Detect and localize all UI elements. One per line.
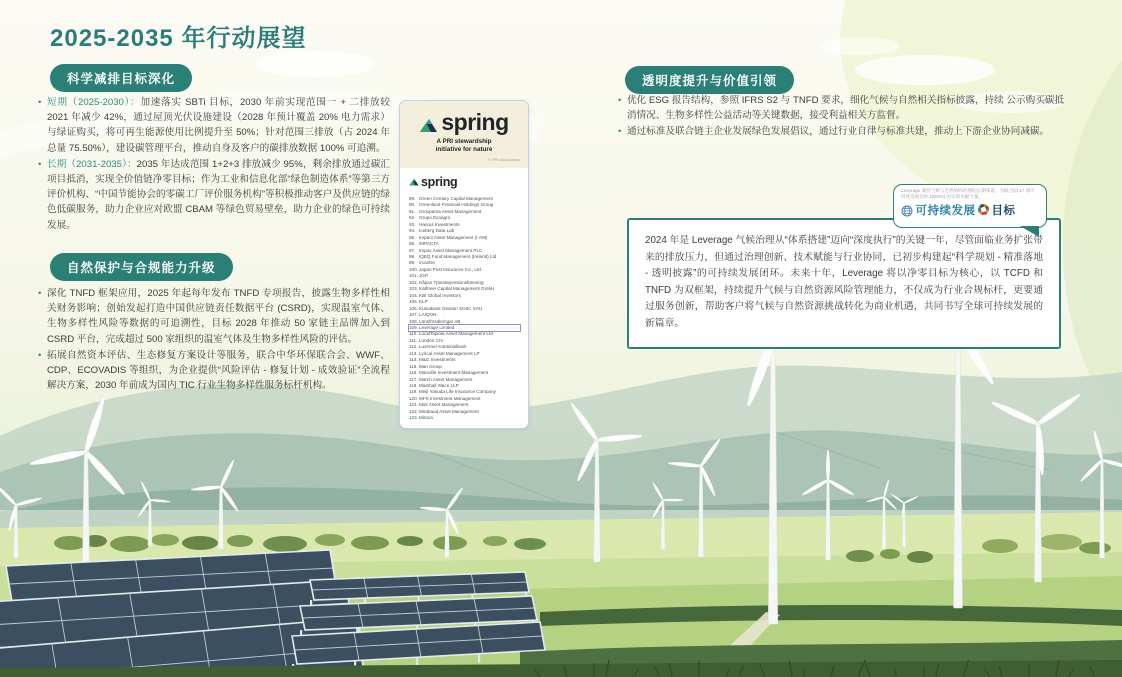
nature-compliance-bullets (38, 286, 390, 394)
bullet-standards (618, 124, 1064, 139)
spring-logo-text: spring (441, 109, 509, 135)
list-item: 104. KBI Global Investors (409, 292, 461, 298)
bullet-text: 通过标准及联合链主企业发展绿色发展倡议，通过行业自律与标准共建，推动上下游企业协同减碳。 (627, 126, 1050, 138)
spring-logo-icon (409, 173, 419, 191)
list-item: 112. Luzerner Kantonalbank (409, 344, 467, 350)
list-item: 99. Ircantec (409, 260, 436, 266)
sdg-label-goal: 目标 (991, 204, 1016, 217)
sdg-label-text: 可持续发展 (915, 204, 976, 217)
list-item: 102. Kåpan Tjänstepensionsförening (409, 279, 484, 285)
list-item: 123. Mirova (409, 415, 433, 421)
list-item: 97. Impax Asset Management PLC (409, 247, 483, 253)
spring-logo-icon (419, 116, 438, 133)
list-item: 122. Mirabaud Asset Management (409, 408, 479, 414)
bullet-text: 加速落实 SBTi 目标，2030 年前实现范围一 + 二排放较 2021 年减少 42%，通过屋顶光伏设施建设（2028 年预计覆盖 20% 电力需求）与绿证购买，将可再生能源使用比例提升至 50%；针对范围三排放（占 2024 年总量 75.50%），建设碳管理平台，推动自身及客户的碳排放数据 100% 可追溯。 (47, 97, 390, 154)
section-badge-emission-targets: 科学减排目标深化 (50, 64, 192, 92)
bullet-esg-report (618, 93, 1064, 123)
spring-list (400, 193, 528, 422)
list-item: 109. Leverage Limited (409, 325, 520, 331)
list-item: 96. IMPACTA (409, 241, 439, 247)
list-item: 113. Lyrical Asset Management LP (409, 350, 480, 356)
list-item: 105. KLP (409, 299, 428, 305)
bullet-lead: 长期（2031-2035）： (47, 158, 137, 170)
bullet-lead: 短期（2025-2030）： (47, 97, 141, 108)
list-item: 94. Iceberg Data Lab (409, 228, 455, 234)
bullet-short-term (38, 95, 390, 156)
emission-targets-bullets (38, 95, 390, 234)
list-item: 108. Länsförsäkringar AB (409, 318, 461, 324)
list-item: 95. Impact Asset Management (I-AM) (409, 234, 488, 240)
un-emblem-icon (901, 204, 913, 216)
section-badge-transparency: 透明度提升与价值引领 (625, 66, 794, 94)
page-title: 2025-2035 年行动展望 (50, 25, 307, 52)
list-item: 92. Grupo Ecoagro (409, 215, 451, 221)
outlook-paragraph: 2024 年是 Leverage 气候治理从“体系搭建”迈向“深度执行”的关键一年，尽管面临业务扩张带来的排放压力，但通过治理创新、技术赋能与行业协同，已初步构建起“科学规划 - 精准落地 - 透明披露”的可持续发展闭环。未来十年，Leverage 将以净零目标为核心，以 TCFD 和 TNFD 为双框架，持续提升气候与自然资源风险管理能力，不仅成为行业合规标杆，更要通过服务创新，帮助客户将气候与自然资源挑战转化为商业机遇，共同书写全球可持续发展的新篇章。 (645, 235, 1043, 329)
list-item: 103. Kathrein Capital Management GmbH (409, 286, 495, 292)
bullet-natural-capital (38, 348, 390, 394)
list-item: 114. M&G Investments (409, 357, 456, 363)
list-item: 118. Marshall Wace LLP (409, 383, 459, 389)
list-item: 93. Hanoul Investments (409, 221, 460, 227)
bullet-text: 2035 年达成范围 1+2+3 排放减少 95%，剩余排放通过碳汇项目抵消，实现全价值链净零目标；作为工业和信息化部“绿色制造体系”等第三方评价机构、“中国节能协会的零碳工厂评价服务机构”等积极推动客户及供应链的绿色低碳服务，助力企业应对欧盟 CBAM 等绿色贸易壁垒，助力企业的绿色可持续发展。 (47, 158, 390, 231)
list-item: 101. JGP (409, 273, 428, 279)
transparency-bullets (618, 93, 1064, 141)
list-item: 121. Mint Asset Management (409, 402, 469, 408)
spring-logo-block (400, 101, 528, 168)
bullet-text: 优化 ESG 报告结构，参照 IFRS S2 与 TNFD 要求，细化气候与自然相关指标披露，持续 公示购买碳抵消情况、生物多样性公益活动等关键数据，接受利益相关方监督。 (627, 95, 1064, 122)
list-item: 116. Manulife Investment Management (409, 370, 489, 376)
sdg-micro-text: Leverage 秉持气候与自然协同治理的长期承诺，为联合国 17 项可持续发展目标 (SDGs) 的实现贡献力量。 (901, 188, 1035, 199)
list-item: 115. Man Group (409, 363, 442, 369)
list-item: 91. Groupama Asset Management (409, 208, 482, 214)
section-badge-nature-compliance: 自然保护与合规能力升级 (50, 253, 233, 281)
bullet-tnfd (38, 286, 390, 347)
list-item: 90. Greenland Financial Holdings Group (409, 202, 494, 208)
list-item: 106. Kutxabank Gestion SGIIC SAU (409, 305, 483, 311)
bullet-text: 深化 TNFD 框架应用，2025 年起每年发布 TNFD 专项报告，披露生物多样性相关财务影响；创始发起打造中国供应链责任数据平台 (CSRD)，实现温室气体、生物多样性风险等数据的可追溯性，目标 2028 年推动 50 家链主品牌加入到 CSRD 平台，完成超过 500 家组织的温室气体及生物多样性风险的评估。 (47, 288, 390, 345)
list-item: 89. Green Century Capital Management (409, 195, 493, 201)
list-item: 107. LAIQON (409, 312, 437, 318)
spring-credit: © PRI Association (487, 156, 520, 162)
list-item: 117. March Asset Management (409, 376, 473, 382)
spring-tagline: A PRI stewardship initiative for nature (435, 137, 493, 153)
spring-initiative-card (399, 100, 529, 429)
bullet-text: 拓展自然资本评估、生态修复方案设计等服务，联合中华环保联合会、WWF、CDP、ECOVADIS 等组织，为企业提供“风险评估 - 修复计划 - 成效验证”全流程解决方案，2030 年前成为国内 TIC 行业生物多样性服务标杆机构。 (47, 349, 390, 392)
list-item: 120. MFS Investment Management (409, 395, 481, 401)
bubble-tail (1020, 226, 1039, 237)
spring-mini-logo (400, 168, 528, 193)
list-item: 98. IQEQ Fund Management (Ireland) Ltd (409, 253, 497, 259)
list-item: 110. LocalTapiola Asset Management Ltd (409, 331, 493, 337)
list-item: 119. Meiji Yasuda Life Insurance Company (409, 389, 496, 395)
outlook-summary-box (627, 218, 1061, 349)
list-item: 100. Japan Post Insurance Co., Ltd. (409, 266, 483, 272)
spring-mini-logo-text: spring (421, 174, 458, 189)
sdg-wheel-icon (978, 204, 989, 215)
list-item: 111. London CIV (409, 337, 444, 343)
bullet-long-term (38, 157, 390, 233)
sdg-badge (893, 184, 1047, 228)
